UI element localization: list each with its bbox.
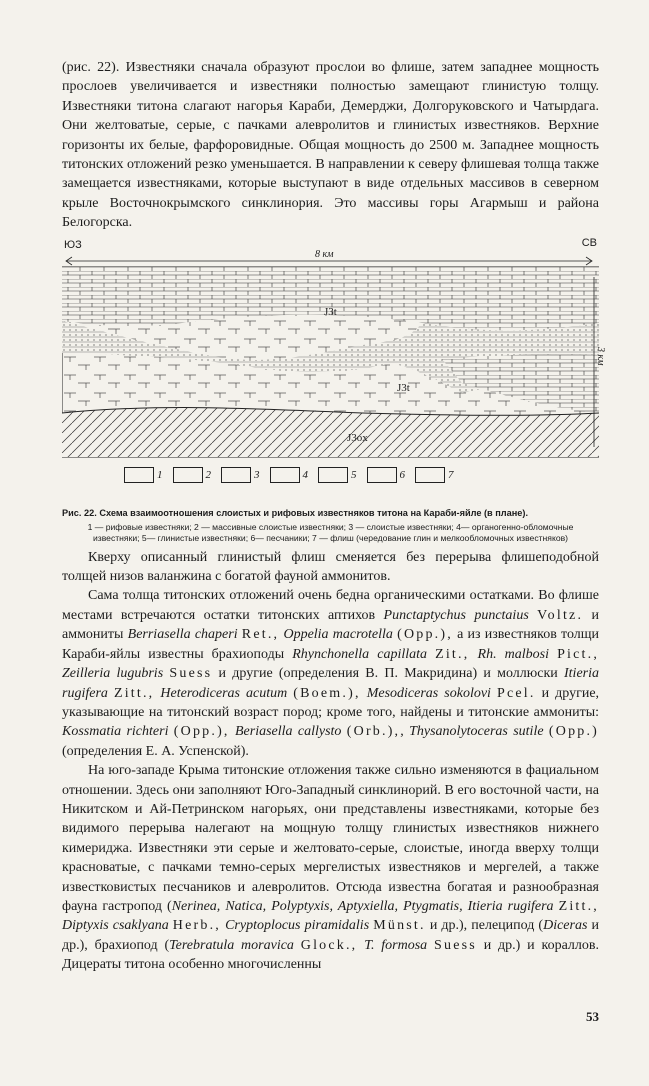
legend-swatch-sandstone xyxy=(367,467,397,483)
paragraph-southwest: На юго-западе Крыма титонские отложения также сильно изменяются в фациальном отношении. Здесь они заполняют Юго-Западный синклинорий. В его восточной части, на Никитском и Ай-Петринском нагорьях, они представлены известняками, которые без видимого перерыва налегают на мощную толщу глинистых известняков нижнего кимериджа. Известняки эти серые и желтовато-серые, слоистые, иногда вверху толщи красноватые, с пачками темно-серых мергелистых известняков и мергелей, а также известковистых песчаников и алевролитов. Отсюда известна богатая и разнообразная фауна гастропод (Nerinea, Natica, Polyptyxis, Aptyxiella, Ptygmatis, Itieria rugifera Zitt., Diptyxis csaklyana Herb., Cryptoplocus piramidalis Münst. и др.), пелеципод (Diceras и др.), брахиопод (Terebratula moravica Glock., T. formosa Suess и др.) и кораллов. Дицераты титона особенно многочисленны xyxy=(62,763,599,973)
legend-item: 5 xyxy=(318,467,357,483)
unit-label-bottom: J3ox xyxy=(347,431,368,444)
figure-caption xyxy=(62,507,599,544)
caption-title: Рис. 22. Схема взаимоотношения слоистых и рифовых известняков титона на Караби-яйле (в плане). xyxy=(62,507,529,518)
legend-swatch-reef xyxy=(124,467,154,483)
unit-label-top: J3t xyxy=(324,305,337,318)
direction-sw-label: ЮЗ xyxy=(64,238,82,251)
legend-item: 4 xyxy=(270,467,309,483)
legend-item: 3 xyxy=(221,467,260,483)
legend-swatch-bedded xyxy=(221,467,251,483)
horizontal-scale-label: 8 км xyxy=(312,249,337,260)
geologic-cross-section xyxy=(62,263,599,461)
legend-swatch-clayey xyxy=(318,467,348,483)
legend-item: 2 xyxy=(173,467,212,483)
legend-item: 7 xyxy=(415,467,454,483)
caption-legend: 1 — рифовые известняки; 2 — массивные слоистые известняки; 3 — слоистые известняки; 4— органогенно-обломочные известняки; 5— глинистые известняки; 6— песчаники; 7 — флиш (чередование глин и мелкообломочных известняков) xyxy=(87,521,574,543)
legend-swatch-flysch xyxy=(415,467,445,483)
figure-22 xyxy=(62,236,606,507)
legend-item: 6 xyxy=(367,467,406,483)
page xyxy=(62,58,606,975)
paragraph-intro: (рис. 22). Известняки сначала образуют прослои во флише, затем западнее мощность прослоев увеличивается и известняки полностью замещают глинистую толщу. Известняки титона слагают нагорья Караби, Демерджи, Долгоруковского и Чатырдага. Они желтоватые, серые, с пачками алевролитов и глинистых известняков. Верхние горизонты их белые, фарфоровидные. Общая мощность до 2500 м. Западнее мощность титонских отложений резко уменьшается. В направлении к северу флишевая толща также замещается известняками, которые выступают в виде отдельных массивов в северном крыле Восточнокрымского синклинория. Это массивы горы Агармыш и района Белогорска. xyxy=(62,60,600,231)
legend-swatch-massive xyxy=(173,467,203,483)
direction-ne-label: СВ xyxy=(581,236,597,249)
vertical-scale xyxy=(589,277,606,447)
figure-legend xyxy=(124,467,454,483)
unit-label-middle: J3t xyxy=(397,381,410,394)
legend-swatch-clastic xyxy=(270,467,300,483)
paragraph-fauna: Сама толща титонских отложений очень бедна органическими остатками. Во флише местами встречаются остатки титонских аптихов Punctaptychus punctaius Voltz. и аммониты Berriasella chaperi Ret., Oppelia macrotella (Opp.), а из известняков толщи Караби-яйлы известны брахиоподы Rhynchonella capillata Zit., Rh. malbosi Pict., Zeilleria lugubris Suess и другие (определения В. П. Макридина) и моллюски Itieria rugifera Zitt., Heterodiceras acutum (Boem.), Mesodiceras sokolovi Pcel. и другие, указывающие на титонский возраст пород; кроме того, найдены и титонские аммониты: Kossmatia richteri (Opp.), Beriasella callysto (Orb.),, Thysanolytoceras sutile (Opp.) (определения Е. А. Успенской). xyxy=(62,588,600,759)
vertical-scale-label: 3 км xyxy=(595,346,606,366)
page-number: 53 xyxy=(586,1009,599,1024)
legend-item: 1 xyxy=(124,467,163,483)
paragraph-flysch: Кверху описанный глинистый флиш сменяется без перерыва флишеподобной толщей низов валанжина с богатой фауной аммонитов. xyxy=(62,549,599,585)
